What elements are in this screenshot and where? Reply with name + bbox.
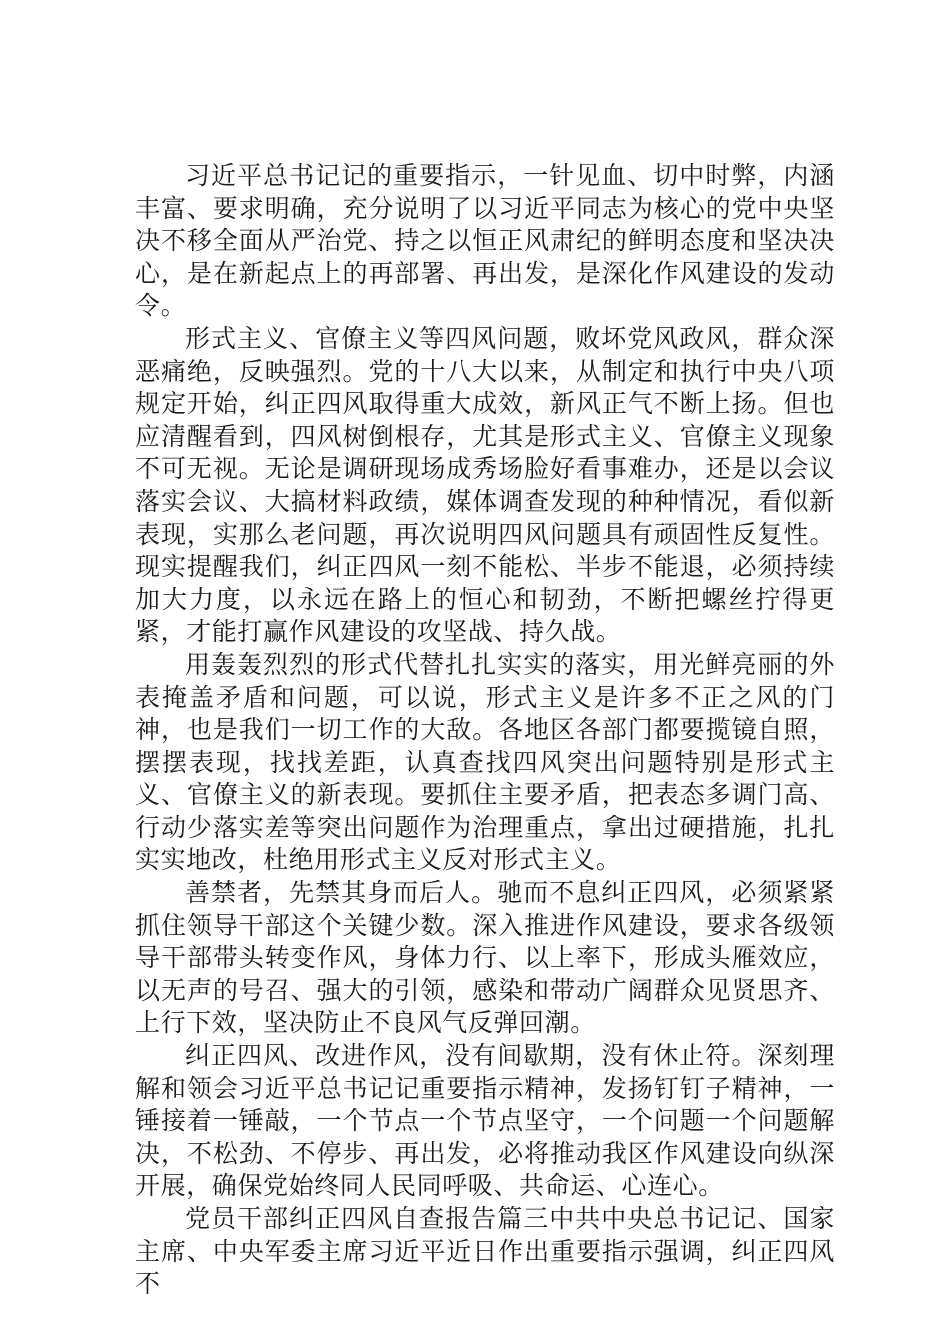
- paragraph: 纠正四风、改进作风，没有间歇期，没有休止符。深刻理解和领会习近平总书记记重要指示精神，发扬钉钉子精神，一锤接着一锤敲，一个节点一个节点坚守，一个问题一个问题解决，不松劲、不停步、再出发，必将推动我区作风建设向纵深开展，确保党始终同人民同呼吸、共命运、心连心。: [135, 1041, 835, 1201]
- paragraph: 形式主义、官僚主义等四风问题，败坏党风政风，群众深恶痛绝，反映强烈。党的十八大以来，从制定和执行中央八项规定开始，纠正四风取得重大成效，新风正气不断上扬。但也应清醒看到，四风树倒根存，尤其是形式主义、官僚主义现象不可无视。无论是调研现场成秀场脸好看事难办，还是以会议落实会议、大搞材料政绩，媒体调查发现的种种情况，看似新表现，实那么老问题，再次说明四风问题具有顽固性反复性。现实提醒我们，纠正四风一刻不能松、半步不能退，必须持续加大力度，以永远在路上的恒心和韧劲，不断把螺丝拧得更紧，才能打赢作风建设的攻坚战、持久战。: [135, 323, 835, 647]
- paragraph: 习近平总书记记的重要指示，一针见血、切中时弊，内涵丰富、要求明确，充分说明了以习近平同志为核心的党中央坚决不移全面从严治党、持之以恒正风肃纪的鲜明态度和坚决决心，是在新起点上的再部署、再出发，是深化作风建设的发动令。: [135, 161, 835, 321]
- document-body: [135, 160, 835, 1301]
- paragraph: 党员干部纠正四风自查报告篇三中共中央总书记记、国家主席、中央军委主席习近平近日作出重要指示强调，纠正四风不: [135, 1204, 835, 1299]
- paragraph: 善禁者，先禁其身而后人。驰而不息纠正四风，必须紧紧抓住领导干部这个关键少数。深入推进作风建设，要求各级领导干部带头转变作风，身体力行、以上率下，形成头雁效应，以无声的号召、强大的引领，感染和带动广阔群众见贤思齐、上行下效，坚决防止不良风气反弹回潮。: [135, 878, 835, 1038]
- paragraph: 用轰轰烈烈的形式代替扎扎实实的落实，用光鲜亮丽的外表掩盖矛盾和问题，可以说，形式主义是许多不正之风的门神，也是我们一切工作的大敌。各地区各部门都要揽镜自照，摆摆表现，找找差距，认真查找四风突出问题特别是形式主义、官僚主义的新表现。要抓住主要矛盾，把表态多调门高、行动少落实差等突出问题作为治理重点，拿出过硬措施，扎扎实实地改，杜绝用形式主义反对形式主义。: [135, 649, 835, 875]
